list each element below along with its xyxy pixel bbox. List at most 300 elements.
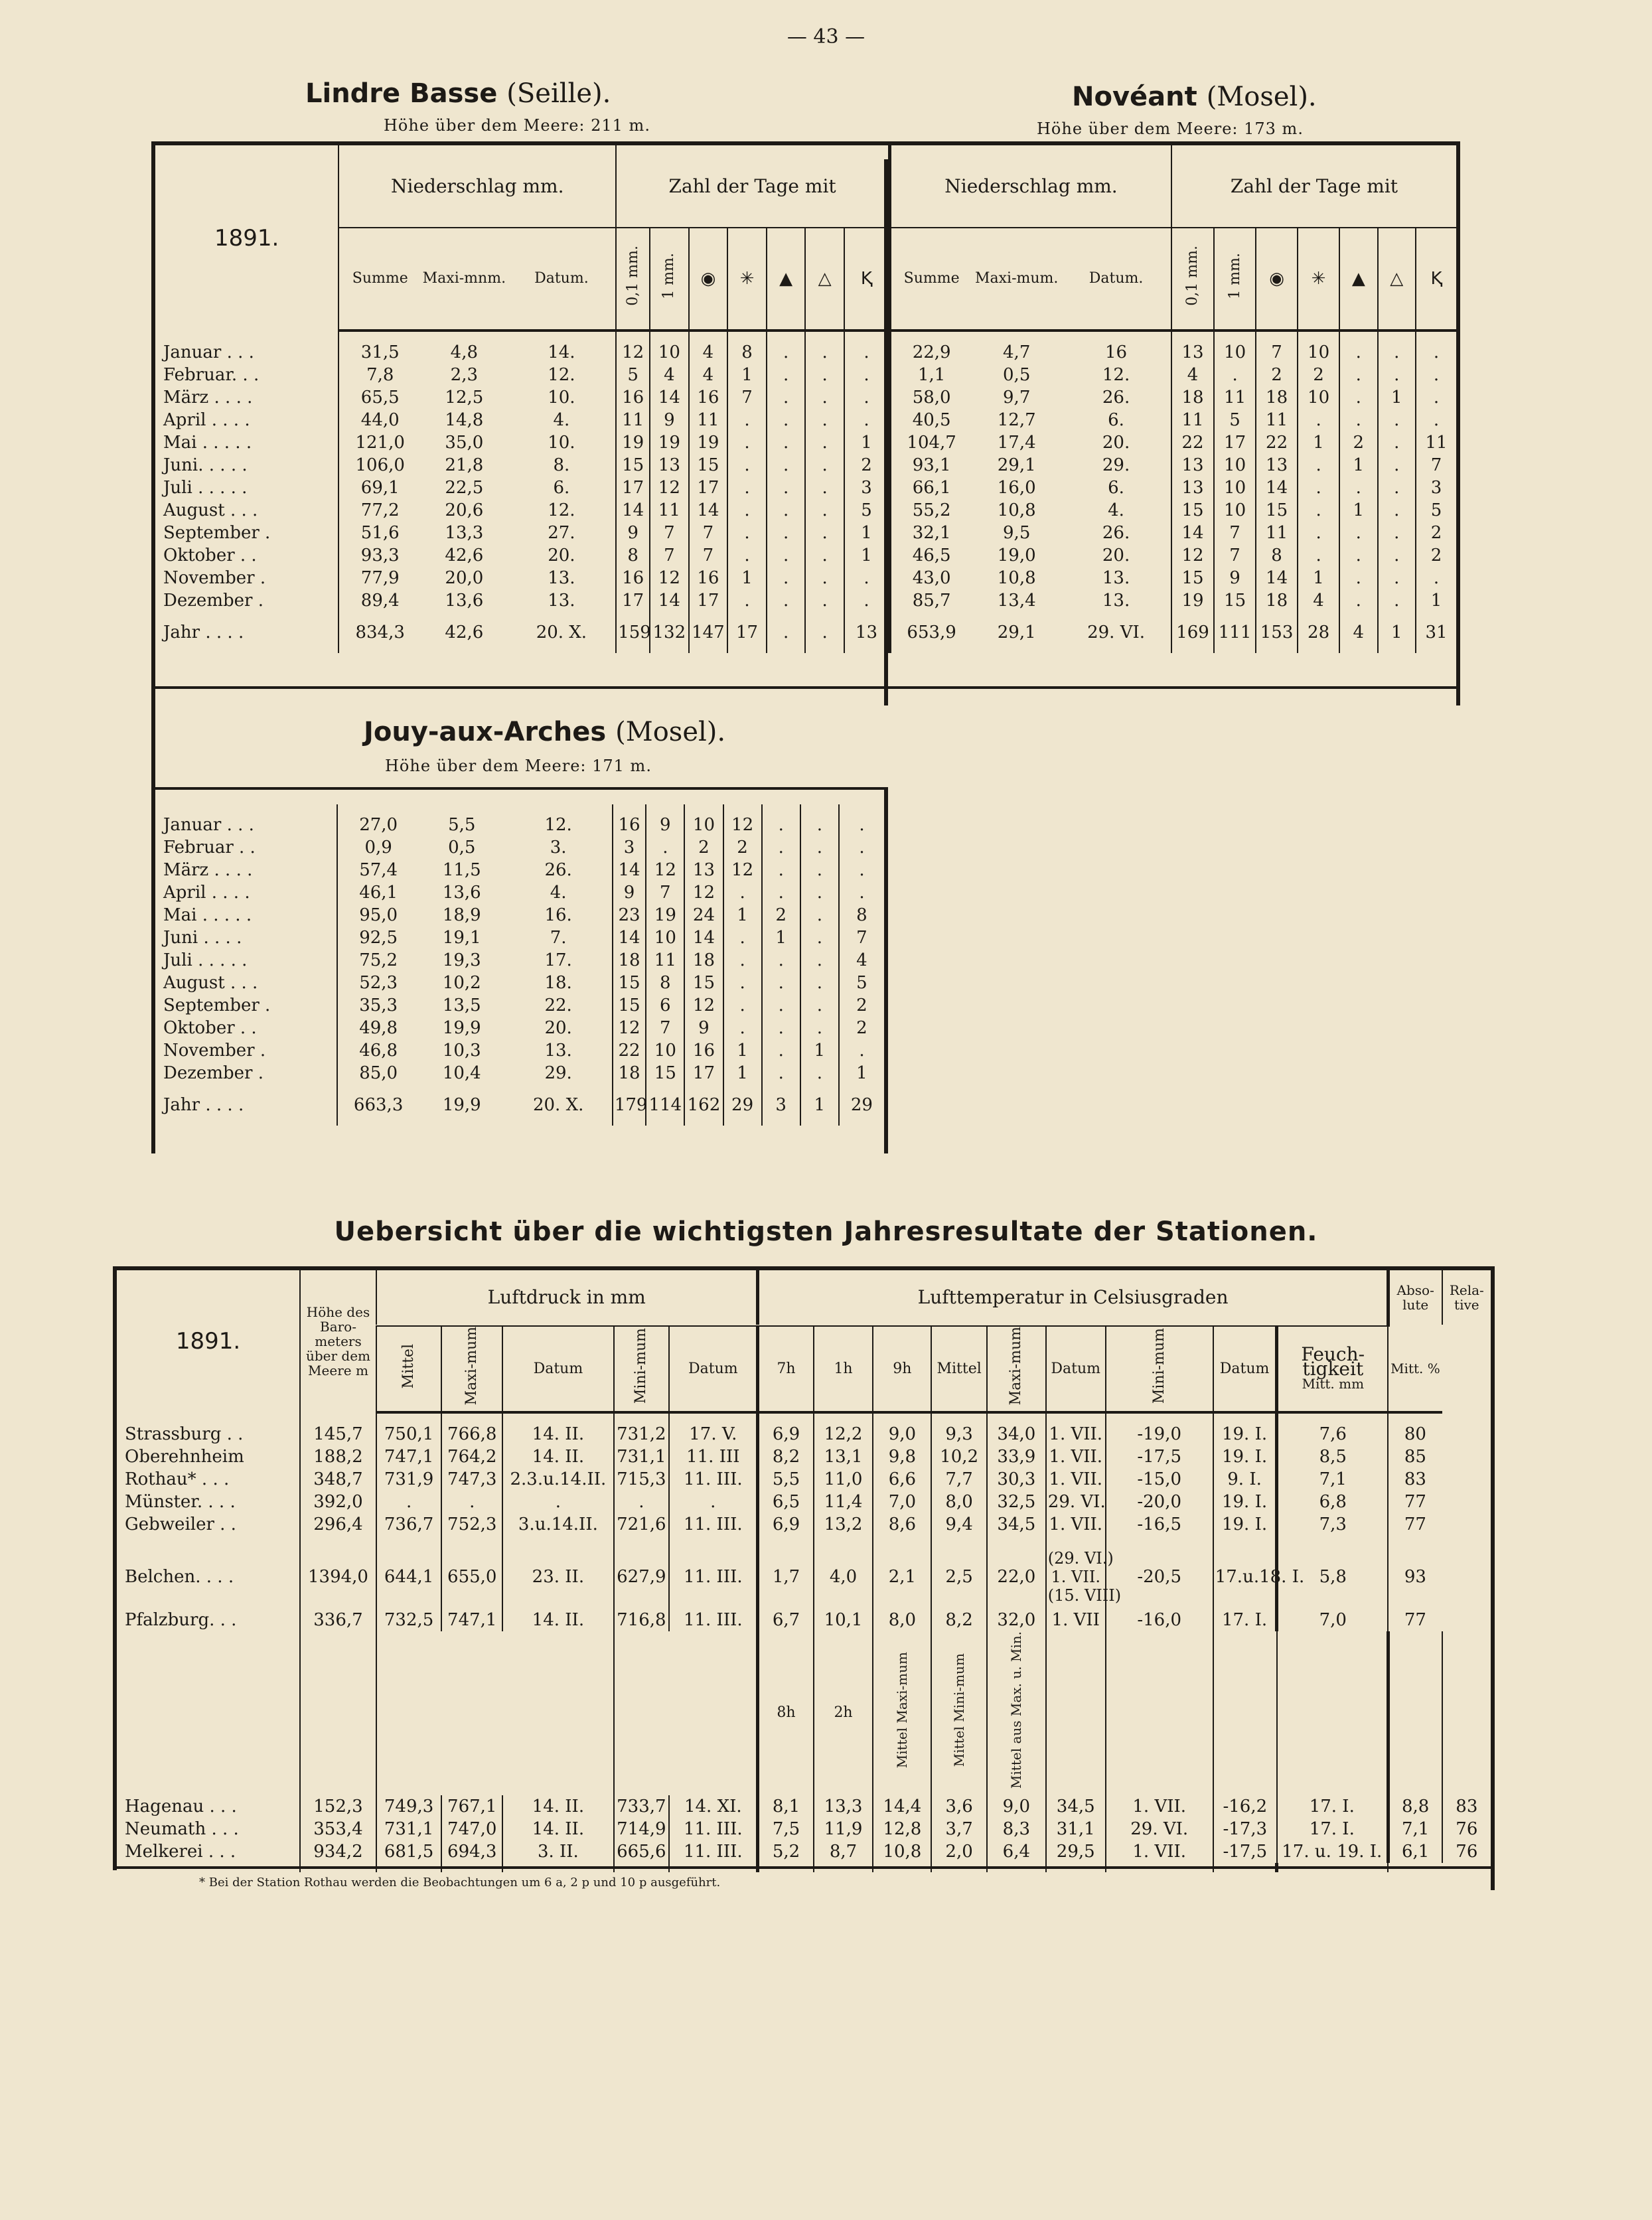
- noveant-tage-schnee: .: [1298, 499, 1339, 522]
- luftdruck-mittel: 749,3: [376, 1795, 441, 1818]
- noveant-tage-graupel: 1: [1378, 386, 1416, 409]
- jouy-maximum: 13,6: [442, 883, 481, 903]
- noveant-maximum: 19,0: [997, 546, 1036, 565]
- noveant-summe: 32,1: [889, 522, 972, 544]
- jouy-tage-schnee: 29: [723, 1094, 762, 1116]
- lindre-datum: 12.: [548, 365, 575, 385]
- luftdruck-max: 764,2: [441, 1445, 502, 1468]
- station-name: Jouy-aux-Arches: [364, 717, 607, 747]
- noveant-tage-gewitter: 5: [1416, 499, 1456, 522]
- luftdruck-min: 714,9: [614, 1818, 670, 1840]
- table-row: [117, 1513, 1491, 1536]
- noveant-summe: 40,5: [889, 409, 972, 431]
- hoehe: 392,0: [300, 1491, 376, 1513]
- temp-7h: 6,7: [758, 1609, 814, 1631]
- noveant-maximum: 16,0: [997, 478, 1036, 498]
- noveant-tage-regen: 7: [1256, 341, 1298, 364]
- noveant-datum: 20.: [1102, 433, 1130, 453]
- table-row: [117, 1795, 1491, 1818]
- noveant-datum: 6.: [1108, 410, 1124, 430]
- noveant-tage-hagel: 4: [1339, 621, 1377, 644]
- header-luftdruck: Luftdruck in mm: [376, 1270, 758, 1325]
- noveant-tage-01mm: 169: [1171, 621, 1214, 644]
- table-row: [155, 364, 1456, 386]
- temp-mittel-max: 12,8: [873, 1818, 931, 1840]
- temp-max: 6,4: [987, 1840, 1046, 1863]
- temp-max-datum: 1. VII: [1046, 1609, 1106, 1631]
- lindre-tage-hagel: .: [767, 454, 806, 477]
- jouy-tage-01mm: 23: [613, 904, 646, 926]
- noveant-tage-graupel: 1: [1378, 621, 1416, 644]
- lindre-tage-gewitter: .: [844, 589, 890, 612]
- noveant-tage-01mm: 15: [1171, 567, 1214, 589]
- header-mittel: Mittel: [400, 1343, 417, 1388]
- noveant-maximum: 29,1: [997, 455, 1036, 475]
- temp-max: 34,5: [1046, 1795, 1106, 1818]
- lindre-maximum: 35,0: [445, 433, 484, 453]
- jouy-tage-hagel: .: [762, 881, 800, 904]
- table-row: [117, 1423, 1491, 1445]
- temp-min-datum: 17.u.18. I.: [1213, 1545, 1277, 1609]
- lindre-tage-gewitter: 5: [844, 499, 890, 522]
- table-row: [155, 522, 1456, 544]
- jouy-tage-1mm: 11: [646, 949, 684, 972]
- noveant-maximum: 0,5: [1003, 365, 1031, 385]
- luftdruck-min: 715,3: [614, 1468, 670, 1491]
- jouy-tage-regen: 2: [684, 836, 723, 859]
- feucht-rel: 83: [1442, 1795, 1491, 1818]
- jouy-maximum: 18,9: [442, 905, 481, 925]
- noveant-tage-schnee: .: [1298, 409, 1339, 431]
- noveant-tage-hagel: .: [1339, 567, 1377, 589]
- lindre-tage-regen: 19: [689, 431, 728, 454]
- table-row: [155, 994, 884, 1017]
- noveant-tage-graupel: .: [1378, 499, 1416, 522]
- luftdruck-mittel: 736,7: [376, 1513, 441, 1536]
- jouy-summe: 46,1: [337, 881, 419, 904]
- jouy-tage-hagel: .: [762, 949, 800, 972]
- jouy-datum: 20. X.: [532, 1095, 584, 1115]
- jouy-maximum: 10,4: [442, 1063, 481, 1083]
- temp-min-datum: 19. I.: [1213, 1513, 1277, 1536]
- luftdruck-max: 694,3: [441, 1840, 502, 1863]
- jouy-tage-graupel: 1: [800, 1094, 839, 1116]
- lindre-tage-schnee: .: [727, 454, 767, 477]
- gewitter-icon: Ⱪ: [1416, 228, 1456, 331]
- luftdruck-min-datum: .: [669, 1491, 758, 1513]
- lindre-tage-schnee: 17: [727, 621, 767, 644]
- jouy-tage-regen: 10: [684, 814, 723, 836]
- lindre-tage-01mm: 14: [616, 499, 650, 522]
- jouy-tage-schnee: .: [723, 881, 762, 904]
- noveant-tage-regen: 18: [1256, 386, 1298, 409]
- noveant-summe: 46,5: [889, 544, 972, 567]
- lindre-maximum: 13,6: [445, 591, 484, 611]
- noveant-summe: 93,1: [889, 454, 972, 477]
- jouy-tage-regen: 13: [684, 859, 723, 881]
- noveant-maximum: 29,1: [997, 623, 1036, 642]
- overview-title: Uebersicht über die wichtigsten Jahresresultate der Stationen.: [334, 1217, 1318, 1247]
- jouy-tage-hagel: .: [762, 859, 800, 881]
- noveant-datum: 6.: [1108, 478, 1124, 498]
- jouy-tage-graupel: .: [800, 904, 839, 926]
- temp-1h: 13,1: [814, 1445, 873, 1468]
- temp-max-datum: 1. VII.: [1046, 1468, 1106, 1491]
- lindre-tage-gewitter: .: [844, 341, 890, 364]
- noveant-datum: 12.: [1102, 365, 1130, 385]
- lindre-tage-01mm: 16: [616, 386, 650, 409]
- jouy-tage-regen: 15: [684, 972, 723, 994]
- table-row: [155, 409, 1456, 431]
- header-datum: Datum.: [1061, 228, 1171, 331]
- header-mittel: Mittel: [931, 1326, 987, 1412]
- noveant-tage-gewitter: .: [1416, 409, 1456, 431]
- table-row: [155, 621, 1456, 644]
- jouy-tage-schnee: 2: [723, 836, 762, 859]
- noveant-tage-gewitter: 2: [1416, 544, 1456, 567]
- feucht-abs: 7,1: [1277, 1468, 1388, 1491]
- jouy-tage-01mm: 14: [613, 859, 646, 881]
- noveant-tage-gewitter: 7: [1416, 454, 1456, 477]
- jouy-tage-01mm: 16: [613, 814, 646, 836]
- lindre-tage-hagel: .: [767, 522, 806, 544]
- jouy-datum: 29.: [544, 1063, 572, 1083]
- lindre-tage-graupel: .: [805, 364, 844, 386]
- jouy-tage-gewitter: 8: [839, 904, 884, 926]
- temp-mittel-aus-group: [931, 1795, 987, 1818]
- lindre-tage-schnee: .: [727, 589, 767, 612]
- lindre-datum: 20.: [548, 546, 575, 565]
- table-row: [155, 386, 1456, 409]
- lindre-tage-regen: 11: [689, 409, 728, 431]
- station-height-jouy: Höhe über dem Meere: 171 m.: [385, 757, 652, 775]
- temp-9h: 9,0: [873, 1423, 931, 1445]
- temp-max: 32,5: [987, 1491, 1046, 1513]
- jouy-tage-gewitter: 29: [839, 1094, 884, 1116]
- luftdruck-max: 747,0: [441, 1818, 502, 1840]
- footnote: * Bei der Station Rothau werden die Beobachtungen um 6 a, 2 p und 10 p ausgeführt.: [199, 1876, 721, 1889]
- lindre-datum: 20. X.: [536, 623, 587, 642]
- jouy-tage-graupel: .: [800, 949, 839, 972]
- station: Belchen. . . .: [125, 1567, 234, 1588]
- lindre-tage-1mm: 10: [650, 341, 689, 364]
- jouy-tage-gewitter: .: [839, 881, 884, 904]
- temp-min-datum: 17. I.: [1213, 1609, 1277, 1631]
- noveant-tage-regen: 18: [1256, 589, 1298, 612]
- overview-subheader-row: [117, 1631, 1491, 1795]
- header-2h: 2h: [814, 1631, 873, 1795]
- jouy-tage-1mm: 19: [646, 904, 684, 926]
- table-row: [155, 567, 1456, 589]
- feucht-abs: 8,5: [1277, 1445, 1388, 1468]
- temp-1h: 11,4: [814, 1491, 873, 1513]
- temp-max: 32,0: [987, 1609, 1046, 1631]
- header-minimum: Mini-mum: [1150, 1328, 1167, 1404]
- lindre-tage-gewitter: .: [844, 409, 890, 431]
- feucht-rel: 83: [1388, 1468, 1442, 1491]
- noveant-tage-01mm: 13: [1171, 477, 1214, 499]
- noveant-maximum: 17,4: [997, 433, 1036, 453]
- temp-max-datum: 1. VII.: [1046, 1513, 1106, 1536]
- lindre-tage-graupel: .: [805, 477, 844, 499]
- noveant-tage-graupel: .: [1378, 409, 1416, 431]
- lindre-summe: 69,1: [338, 477, 421, 499]
- temp-min: -20,5: [1106, 1545, 1213, 1609]
- table-row: [155, 836, 884, 859]
- noveant-tage-schnee: 1: [1298, 567, 1339, 589]
- lindre-tage-01mm: 17: [616, 589, 650, 612]
- temp-9h: 7,0: [873, 1491, 931, 1513]
- belchen-datum-line: (29. VI.): [1047, 1549, 1114, 1568]
- lindre-tage-1mm: 7: [650, 522, 689, 544]
- jouy-datum: 7.: [550, 928, 567, 948]
- month-label: Januar . . .: [163, 342, 254, 362]
- jouy-tage-schnee: .: [723, 994, 762, 1017]
- feucht-rel: 76: [1442, 1840, 1491, 1863]
- lindre-tage-01mm: 17: [616, 477, 650, 499]
- month-label: September .: [163, 996, 271, 1015]
- month-label: April . . . .: [163, 883, 250, 903]
- station: Pfalzburg. . .: [125, 1610, 237, 1631]
- lindre-tage-1mm: 132: [650, 621, 689, 644]
- jouy-tage-graupel: 1: [800, 1039, 839, 1062]
- header-datum: Datum.: [508, 228, 617, 331]
- luftdruck-max: 747,3: [441, 1468, 502, 1491]
- month-label: April . . . .: [163, 410, 250, 430]
- lindre-tage-graupel: .: [805, 567, 844, 589]
- lindre-tage-schnee: .: [727, 499, 767, 522]
- feucht-rel: 77: [1388, 1609, 1442, 1631]
- noveant-tage-01mm: 13: [1171, 454, 1214, 477]
- lindre-summe: 89,4: [338, 589, 421, 612]
- jouy-tage-01mm: 179: [613, 1094, 646, 1116]
- table-row: [155, 926, 884, 949]
- lindre-maximum: 20,6: [445, 500, 484, 520]
- feucht-abs: 7,3: [1277, 1513, 1388, 1536]
- jouy-summe: 35,3: [337, 994, 419, 1017]
- jouy-tage-1mm: 114: [646, 1094, 684, 1116]
- temp-min-datum: 19. I.: [1213, 1423, 1277, 1445]
- lindre-tage-1mm: 7: [650, 544, 689, 567]
- table-row: [117, 1468, 1491, 1491]
- noveant-tage-graupel: .: [1378, 341, 1416, 364]
- jouy-tage-hagel: .: [762, 1017, 800, 1039]
- jouy-tage-1mm: 8: [646, 972, 684, 994]
- lindre-maximum: 12,5: [445, 388, 484, 407]
- luftdruck-min: 721,6: [614, 1513, 670, 1536]
- jouy-tage-graupel: .: [800, 926, 839, 949]
- lindre-maximum: 42,6: [445, 623, 484, 642]
- jouy-tage-gewitter: .: [839, 859, 884, 881]
- lindre-summe: 7,8: [338, 364, 421, 386]
- jouy-tage-graupel: .: [800, 814, 839, 836]
- lindre-summe: 834,3: [338, 621, 421, 644]
- temp-mittel: 9,3: [931, 1423, 987, 1445]
- table-row: [155, 814, 884, 836]
- noveant-summe: 22,9: [889, 341, 972, 364]
- header-datum: Datum: [669, 1326, 758, 1412]
- jouy-datum: 18.: [544, 973, 572, 993]
- temp-min: -16,0: [1106, 1609, 1213, 1631]
- header-datum: Datum: [1046, 1326, 1106, 1412]
- month-label: November .: [163, 1041, 266, 1061]
- lindre-tage-1mm: 4: [650, 364, 689, 386]
- luftdruck-max: 766,8: [441, 1423, 502, 1445]
- lindre-tage-gewitter: .: [844, 567, 890, 589]
- lindre-tage-regen: 17: [689, 477, 728, 499]
- temp-min-datum: 9. I.: [1213, 1468, 1277, 1491]
- header-9h: 9h: [873, 1326, 931, 1412]
- feucht-abs: 6,8: [1277, 1491, 1388, 1513]
- header-hoehe: Höhe des Baro-meters über dem Meere m: [300, 1270, 376, 1412]
- luftdruck-max-datum: 14. II.: [502, 1445, 613, 1468]
- month-label: August . . .: [163, 973, 258, 993]
- temp-8h: 5,2: [758, 1840, 814, 1863]
- table-row: [155, 1094, 884, 1116]
- lindre-tage-hagel: .: [767, 386, 806, 409]
- luftdruck-max: .: [441, 1491, 502, 1513]
- lindre-tage-regen: 14: [689, 499, 728, 522]
- table-row: [155, 881, 884, 904]
- temp-1h: 11,0: [814, 1468, 873, 1491]
- noveant-tage-1mm: .: [1214, 364, 1256, 386]
- jouy-tage-01mm: 15: [613, 972, 646, 994]
- noveant-tage-01mm: 22: [1171, 431, 1214, 454]
- noveant-tage-01mm: 4: [1171, 364, 1214, 386]
- noveant-tage-hagel: .: [1339, 477, 1377, 499]
- noveant-tage-hagel: .: [1339, 409, 1377, 431]
- temp-2h: 13,3: [814, 1795, 873, 1818]
- luftdruck-max-datum: 3. II.: [502, 1840, 613, 1863]
- lindre-tage-01mm: 159: [616, 621, 650, 644]
- jouy-maximum: 13,5: [442, 996, 481, 1015]
- lindre-tage-schnee: .: [727, 522, 767, 544]
- belchen-datum-line: (15. VIII): [1047, 1586, 1122, 1605]
- schnee-icon: ✳: [1298, 228, 1339, 331]
- upper-table-body: [155, 331, 1456, 653]
- temp-mittel-max: 14,4: [873, 1795, 931, 1818]
- jouy-tage-1mm: 7: [646, 1017, 684, 1039]
- noveant-tage-01mm: 12: [1171, 544, 1214, 567]
- noveant-tage-hagel: .: [1339, 522, 1377, 544]
- lindre-tage-01mm: 16: [616, 567, 650, 589]
- temp-max: 9,0: [987, 1795, 1046, 1818]
- jouy-tage-schnee: .: [723, 1017, 762, 1039]
- noveant-tage-01mm: 11: [1171, 409, 1214, 431]
- lindre-datum: 13.: [548, 568, 575, 588]
- noveant-maximum: 10,8: [997, 500, 1036, 520]
- luftdruck-min-datum: 11. III.: [669, 1840, 758, 1863]
- lindre-maximum: 22,5: [445, 478, 484, 498]
- lindre-tage-regen: 17: [689, 589, 728, 612]
- station-river: (Mosel).: [1206, 82, 1317, 112]
- lindre-tage-hagel: .: [767, 544, 806, 567]
- noveant-tage-hagel: 1: [1339, 454, 1377, 477]
- noveant-tage-schnee: .: [1298, 522, 1339, 544]
- lindre-tage-gewitter: 1: [844, 431, 890, 454]
- jouy-datum: 22.: [544, 996, 572, 1015]
- noveant-tage-hagel: .: [1339, 341, 1377, 364]
- noveant-tage-01mm: 13: [1171, 341, 1214, 364]
- luftdruck-min: 665,6: [614, 1840, 670, 1863]
- noveant-datum: 20.: [1102, 546, 1130, 565]
- noveant-tage-hagel: .: [1339, 364, 1377, 386]
- jouy-datum: 17.: [544, 950, 572, 970]
- jouy-summe: 0,9: [337, 836, 419, 859]
- jouy-tage-01mm: 14: [613, 926, 646, 949]
- noveant-tage-gewitter: 3: [1416, 477, 1456, 499]
- luftdruck-min: 731,1: [614, 1445, 670, 1468]
- hoehe: 188,2: [300, 1445, 376, 1468]
- lindre-datum: 12.: [548, 500, 575, 520]
- lindre-maximum: 13,3: [445, 523, 484, 543]
- overview-body-a: [117, 1412, 1491, 1631]
- jouy-tage-regen: 24: [684, 904, 723, 926]
- station: Münster. . . .: [125, 1492, 236, 1513]
- noveant-datum: 29.: [1102, 455, 1130, 475]
- lindre-tage-graupel: .: [805, 522, 844, 544]
- jouy-summe: 92,5: [337, 926, 419, 949]
- jouy-maximum: 0,5: [448, 838, 476, 857]
- lindre-tage-1mm: 12: [650, 477, 689, 499]
- feucht-rel: 93: [1388, 1545, 1442, 1609]
- lindre-datum: 8.: [553, 455, 570, 475]
- regen-icon: ◉: [689, 228, 728, 331]
- hagel-icon: ▲: [767, 228, 806, 331]
- lindre-tage-hagel: .: [767, 431, 806, 454]
- feucht-rel: 85: [1388, 1445, 1442, 1468]
- feucht-abs: 8,8: [1388, 1795, 1442, 1818]
- jouy-tage-graupel: .: [800, 881, 839, 904]
- temp-max-datum: 1. VII.: [1046, 1423, 1106, 1445]
- temp-mittel-aus-group: [931, 1818, 987, 1840]
- table-row: [117, 1840, 1491, 1863]
- jouy-tage-regen: 14: [684, 926, 723, 949]
- feucht-abs: 7,6: [1277, 1423, 1388, 1445]
- noveant-tage-gewitter: 2: [1416, 522, 1456, 544]
- lindre-tage-gewitter: .: [844, 386, 890, 409]
- station: Hagenau . . .: [125, 1796, 237, 1816]
- jouy-rule: [151, 787, 888, 790]
- noveant-tage-gewitter: .: [1416, 341, 1456, 364]
- temp-8h: 7,5: [758, 1818, 814, 1840]
- header-01mm: 0,1 mm.: [624, 246, 641, 306]
- noveant-tage-gewitter: .: [1416, 364, 1456, 386]
- luftdruck-min-datum: 17. V.: [669, 1423, 758, 1445]
- jouy-maximum: 19,9: [442, 1095, 481, 1115]
- noveant-tage-1mm: 7: [1214, 544, 1256, 567]
- lindre-tage-01mm: 15: [616, 454, 650, 477]
- temp-1h: 10,1: [814, 1609, 873, 1631]
- lindre-summe: 51,6: [338, 522, 421, 544]
- noveant-datum: 26.: [1102, 523, 1130, 543]
- jouy-summe: 95,0: [337, 904, 419, 926]
- table-row: [155, 431, 1456, 454]
- jouy-tage-schnee: 12: [723, 859, 762, 881]
- jouy-tage-gewitter: 2: [839, 1017, 884, 1039]
- lindre-summe: 77,9: [338, 567, 421, 589]
- table-row: [155, 859, 884, 881]
- lindre-tage-graupel: .: [805, 589, 844, 612]
- luftdruck-min: .: [614, 1491, 670, 1513]
- header-summe: Summe: [889, 228, 972, 331]
- jouy-tage-hagel: 2: [762, 904, 800, 926]
- noveant-tage-regen: 15: [1256, 499, 1298, 522]
- noveant-tage-regen: 11: [1256, 409, 1298, 431]
- lindre-tage-graupel: .: [805, 499, 844, 522]
- lindre-tage-schnee: 1: [727, 567, 767, 589]
- lindre-summe: 44,0: [338, 409, 421, 431]
